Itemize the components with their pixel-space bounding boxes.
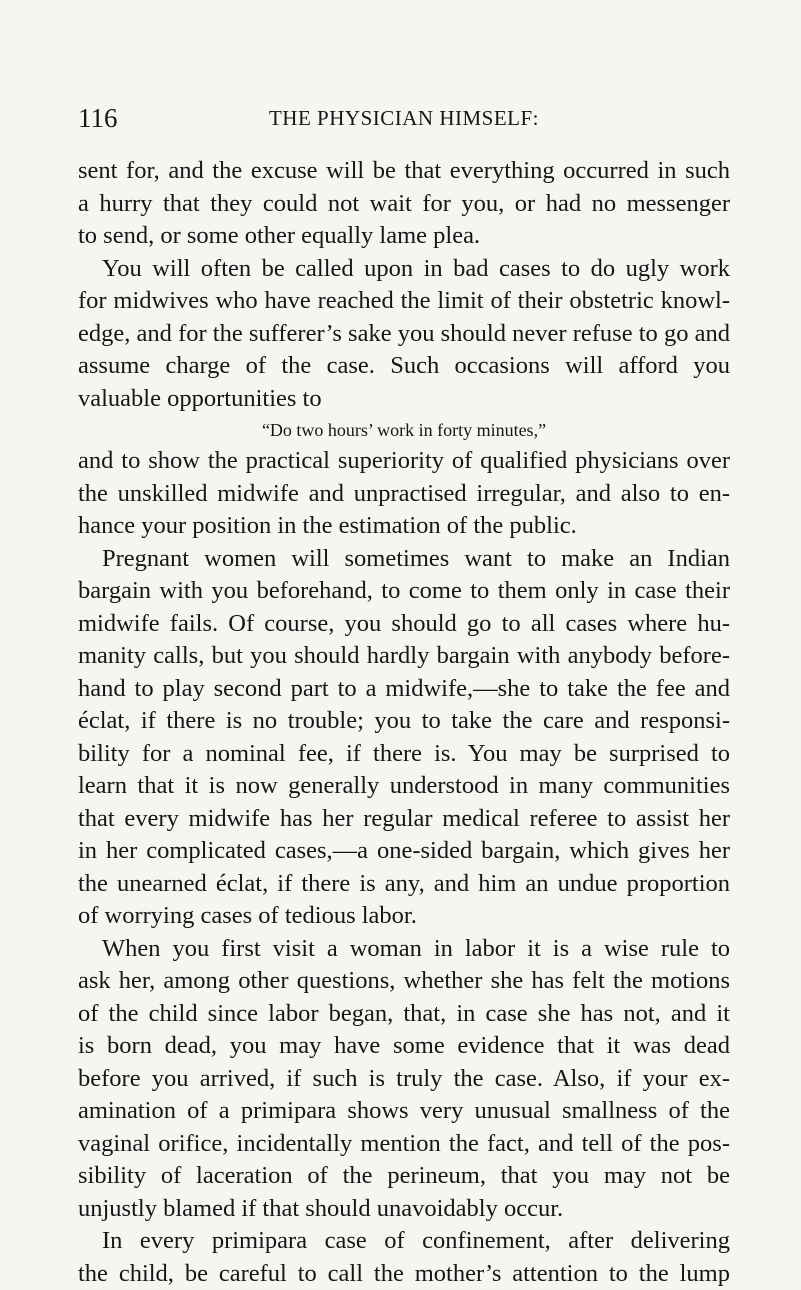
text-line: éclat, if there is no trouble; you to take the care and responsi- <box>78 705 730 738</box>
text-line: vaginal orifice, incidentally mention the fact, and tell of the pos- <box>78 1128 730 1161</box>
body-text <box>78 155 730 1290</box>
text-line: edge, and for the sufferer’s sake you should never refuse to go and <box>78 318 730 351</box>
text-line: the child, be careful to call the mother’s attention to the lump <box>78 1258 730 1290</box>
text-line: midwife fails. Of course, you should go to all cases where hu- <box>78 608 730 641</box>
text-line: sent for, and the excuse will be that everything occurred in such <box>78 155 730 188</box>
text-line: the unearned éclat, if there is any, and him an undue proportion <box>78 868 730 901</box>
quotation: “Do two hours’ work in forty minutes,” <box>78 415 730 445</box>
text-line: and to show the practical superiority of qualified physicians over <box>78 445 730 478</box>
text-line: hance your position in the estimation of the public. <box>78 510 730 543</box>
text-line: In every primipara case of confinement, after delivering <box>78 1225 730 1258</box>
text-line: manity calls, but you should hardly bargain with anybody before- <box>78 640 730 673</box>
running-head: THE PHYSICIAN HIMSELF: <box>78 103 730 133</box>
text-line: valuable opportunities to <box>78 383 730 416</box>
text-line: amination of a primipara shows very unusual smallness of the <box>78 1095 730 1128</box>
text-line: assume charge of the case. Such occasions will afford you <box>78 350 730 383</box>
text-line: Pregnant women will sometimes want to make an Indian <box>78 543 730 576</box>
page-header <box>78 100 730 136</box>
text-line: in her complicated cases,—a one-sided bargain, which gives her <box>78 835 730 868</box>
text-line: When you first visit a woman in labor it is a wise rule to <box>78 933 730 966</box>
text-line: sibility of laceration of the perineum, that you may not be <box>78 1160 730 1193</box>
text-line: before you arrived, if such is truly the case. Also, if your ex- <box>78 1063 730 1096</box>
text-line: the unskilled midwife and unpractised irregular, and also to en- <box>78 478 730 511</box>
text-line: of the child since labor began, that, in case she has not, and it <box>78 998 730 1031</box>
text-line: You will often be called upon in bad cases to do ugly work <box>78 253 730 286</box>
text-line: ask her, among other questions, whether she has felt the motions <box>78 965 730 998</box>
text-line: hand to play second part to a midwife,—she to take the fee and <box>78 673 730 706</box>
text-line: that every midwife has her regular medical referee to assist her <box>78 803 730 836</box>
text-line: is born dead, you may have some evidence that it was dead <box>78 1030 730 1063</box>
text-line: bargain with you beforehand, to come to them only in case their <box>78 575 730 608</box>
text-line: for midwives who have reached the limit of their obstetric knowl- <box>78 285 730 318</box>
page-number: 116 <box>78 100 118 136</box>
text-line: a hurry that they could not wait for you, or had no messenger <box>78 188 730 221</box>
text-line: of worrying cases of tedious labor. <box>78 900 730 933</box>
text-line: bility for a nominal fee, if there is. You may be surprised to <box>78 738 730 771</box>
text-line: learn that it is now generally understood in many communities <box>78 770 730 803</box>
text-line: unjustly blamed if that should unavoidably occur. <box>78 1193 730 1226</box>
text-line: to send, or some other equally lame plea. <box>78 220 730 253</box>
